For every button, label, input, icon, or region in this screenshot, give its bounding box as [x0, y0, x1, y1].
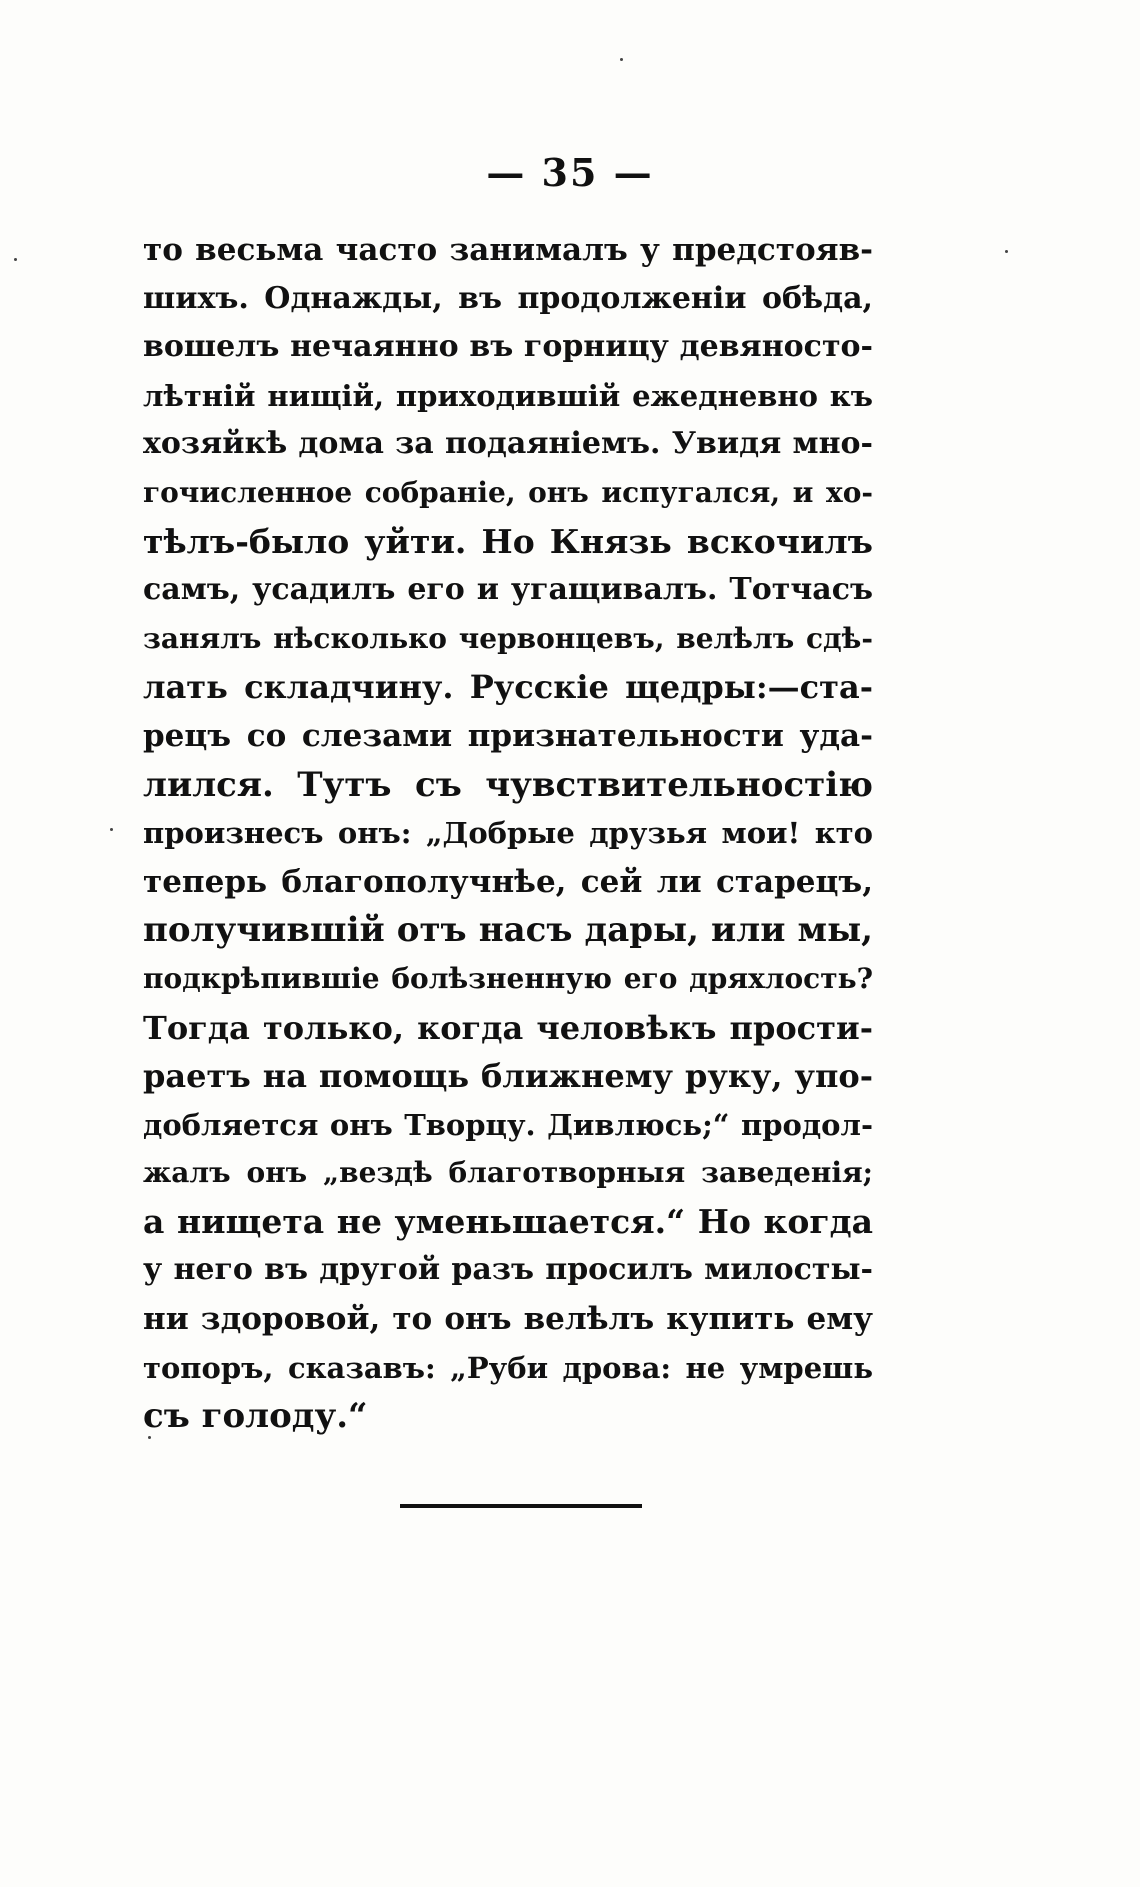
text-line: самъ, усадилъ его и угащивалъ. Тотчасъ	[143, 572, 873, 608]
text-line: ни здоровой, то онъ велѣлъ купить ему	[143, 1301, 873, 1338]
text-line: шихъ. Однажды, въ продолженіи обѣда,	[143, 280, 873, 316]
print-speck	[14, 258, 17, 261]
text-line: съ голоду.“	[143, 1396, 368, 1437]
text-line: рецъ со слезами признательности уда-	[143, 717, 873, 754]
text-line: гочисленное собраніе, онъ испугался, и хо-	[143, 475, 873, 509]
text-line: занялъ нѣсколько червонцевъ, велѣлъ сдѣ-	[143, 621, 873, 655]
text-line: у него въ другой разъ просилъ милосты-	[143, 1252, 873, 1288]
text-line: жалъ онъ „вездѣ благотворныя заведенія;	[143, 1156, 873, 1190]
text-line: вошелъ нечаянно въ горницу девяносто-	[143, 329, 873, 365]
print-speck	[1005, 250, 1008, 253]
body-text	[143, 226, 873, 1441]
text-line: Тогда только, когда человѣкъ прости-	[143, 1008, 873, 1047]
text-line: топоръ, сказавъ: „Руби дрова: не умрешь	[143, 1350, 873, 1385]
print-speck	[620, 58, 623, 61]
print-speck	[110, 828, 113, 831]
page-number: — 35 —	[486, 150, 654, 195]
text-line: лился. Тутъ съ чувствительностію	[143, 764, 873, 805]
text-line: подкрѣпившіе болѣзненную его дряхлость?	[143, 961, 873, 995]
text-line: раетъ на помощь ближнему руку, упо-	[143, 1057, 873, 1096]
text-line: лать складчину. Русскіе щедры:—ста-	[143, 668, 873, 707]
text-line: получившій отъ насъ дары, или мы,	[143, 910, 873, 951]
section-divider	[400, 1504, 642, 1508]
text-line: тѣлъ-было уйти. Но Князь вскочилъ	[143, 521, 873, 561]
text-line: хозяйкѣ дома за подаяніемъ. Увидя мно-	[143, 426, 873, 462]
text-line: а нищета не уменьшается.“ Но когда	[143, 1201, 873, 1241]
print-speck	[148, 1436, 151, 1439]
text-line: лѣтній нищій, приходившій ежедневно къ	[143, 378, 873, 413]
text-line: то весьма часто занималъ у предстояв-	[143, 232, 873, 268]
text-line: добляется онъ Творцу. Дивлюсь;“ продол-	[143, 1107, 873, 1142]
text-line: произнесъ онъ: „Добрые друзья мои! кто	[143, 816, 873, 851]
text-line: теперь благополучнѣе, сей ли старецъ,	[143, 863, 873, 900]
